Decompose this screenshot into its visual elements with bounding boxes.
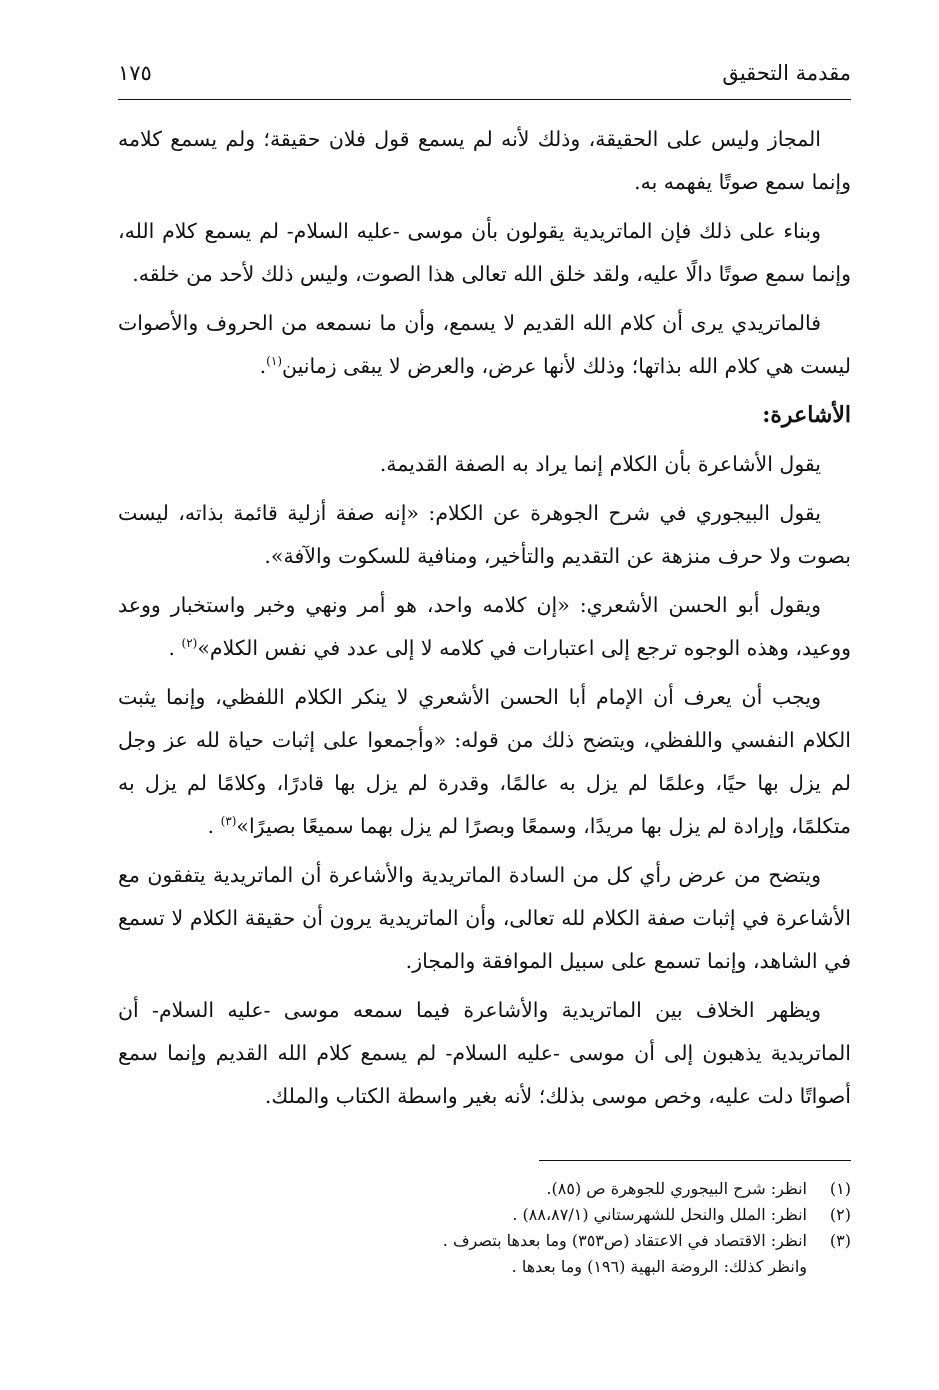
footnote xyxy=(118,1176,851,1202)
paragraph: ويظهر الخلاف بين الماتريدية والأشاعرة فيما سمعه موسى -عليه السلام- أن الماتريدية يذهبون إلى أن موسى -عليه السلام- لم يسمع كلام الله القديم وإنما سمع أصواتًا دلت عليه، وخص موسى بذلك؛ لأنه بغير واسطة الكتاب والملك. xyxy=(118,998,851,1108)
footnotes xyxy=(118,1176,851,1280)
paragraph: المجاز وليس على الحقيقة، وذلك لأنه لم يسمع قول فلان حقيقة؛ ولم يسمع كلامه وإنما سمع صوتًا يفهمه به. xyxy=(118,127,851,194)
footnote-number: (١) xyxy=(829,1179,851,1198)
footnote-text: انظر: شرح البيجوري للجوهرة ص (٨٥). xyxy=(546,1179,807,1198)
footnote xyxy=(118,1202,851,1228)
footnote-continuation: وانظر كذلك: الروضة البهية (١٩٦) وما بعدها . xyxy=(511,1257,807,1276)
main-text xyxy=(118,118,851,1124)
footnote xyxy=(118,1228,851,1254)
section-heading: الأشاعرة: xyxy=(762,402,851,428)
footnote-ref: (٣) xyxy=(220,814,237,829)
footnote-text: انظر: الملل والنحل للشهرستاني (٨٨،٨٧/١) . xyxy=(512,1205,807,1224)
paragraph: يقول الأشاعرة بأن الكلام إنما يراد به الصفة القديمة. xyxy=(379,452,821,476)
paragraph: ويقول أبو الحسن الأشعري: «إن كلامه واحد، هو أمر ونهي وخبر واستخبار ووعد ووعيد، وهذه الوجوه ترجع إلى اعتبارات في كلامه لا إلى عدد في نفس الكلام»$^{(٢)}$ . xyxy=(118,593,851,660)
header-divider xyxy=(118,99,851,100)
running-title: مقدمة التحقيق xyxy=(722,61,851,85)
running-header xyxy=(118,58,851,88)
footnote-ref: (١) xyxy=(266,354,282,369)
footnote-divider xyxy=(539,1160,851,1161)
paragraph: ويتضح من عرض رأي كل من السادة الماتريدية والأشاعرة أن الماتريدية يتفقون مع الأشاعرة في إثبات صفة الكلام لله تعالى، وأن الماتريدية يرون أن حقيقة الكلام لا تسمع في الشاهد، وإنما تسمع على سبيل الموافقة والمجاز. xyxy=(118,863,851,973)
footnote-ref: (٢) xyxy=(181,636,198,651)
paragraph: ويجب أن يعرف أن الإمام أبا الحسن الأشعري لا ينكر الكلام اللفظي، وإنما يثبت الكلام النفسي واللفظي، ويتضح ذلك من قوله: «وأجمعوا على إثبات حياة لله عز وجل لم يزل بها حيًا، وعلمًا لم يزل به عالمًا، وقدرة لم يزل بها قادرًا، وكلامًا لم يزل به متكلمًا، وإرادة لم يزل بها مريدًا، وسمعًا وبصرًا لم يزل بهما سميعًا بصيرًا»$^{(٣)}$ . xyxy=(118,685,851,838)
footnote-number: (٢) xyxy=(829,1205,851,1224)
page-number: ١٧٥ xyxy=(118,61,152,85)
footnote-number: (٣) xyxy=(829,1231,851,1250)
footnote-text: انظر: الاقتصاد في الاعتقاد (ص٣٥٣) وما بعدها بتصرف . xyxy=(442,1231,807,1250)
paragraph: يقول البيجوري في شرح الجوهرة عن الكلام: «إنه صفة أزلية قائمة بذاته، ليست بصوت ولا حرف منزهة عن التقديم والتأخير، ومنافية للسكوت والآفة». xyxy=(118,501,851,568)
paragraph: وبناء على ذلك فإن الماتريدية يقولون بأن موسى -عليه السلام- لم يسمع كلام الله، وإنما سمع صوتًا دالًا عليه، ولقد خلق الله تعالى هذا الصوت، وليس ذلك لأحد من خلقه. xyxy=(118,219,851,286)
paragraph: فالماتريدي يرى أن كلام الله القديم لا يسمع، وأن ما نسمعه من الحروف والأصوات ليست هي كلام الله بذاتها؛ وذلك لأنها عرض، والعرض لا يبقى زمانين$^{(١)}$. xyxy=(118,311,851,378)
